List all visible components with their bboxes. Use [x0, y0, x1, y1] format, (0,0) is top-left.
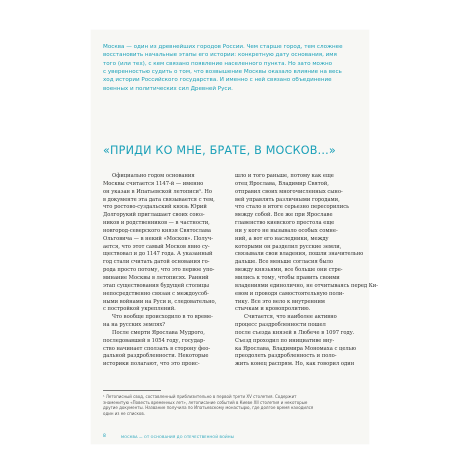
text-line: вей управлять различными городами, [235, 196, 340, 203]
left-column [103, 173, 229, 369]
footnote [103, 394, 361, 416]
text-line: Съезд проходил по инициативе вну- [235, 337, 335, 344]
page-number: 8 [103, 434, 106, 439]
text-line: ни у кого не вызывало особых сомне- [235, 227, 338, 234]
intro-text [103, 43, 361, 93]
text-line: Что вообще происходило в то време- [112, 314, 213, 321]
text-line: которыми он разделил русские земли, [235, 243, 342, 250]
text-line: дальной раздробленности. Некоторые [103, 353, 209, 360]
text-line: тику. Все это вело к внутренним [235, 298, 325, 305]
running-head: МОСКВА — ОТ ОСНОВАНИЯ ДО ОТЕЧЕСТВЕННОЙ ВОЙНЫ [121, 435, 234, 439]
right-column [235, 173, 378, 369]
text-line: новгород-северского князя Святослава [103, 227, 211, 234]
text-line: евом и проводя самостоятельную поли- [235, 290, 345, 297]
text-line: на на русских землях? [103, 322, 166, 329]
intro-line: того (или тех), с кем связано появление населенного пункта. Но зато можно [103, 60, 333, 67]
text-line: шло и того раньше, потому как еще [235, 173, 334, 179]
text-line: отправил своих многочисленных сыно- [235, 188, 343, 195]
text-line: ается, что этот самый Москов явно су- [103, 243, 210, 250]
text-line: преодолеть раздробленность и поло- [235, 353, 337, 360]
text-line: жить конец распрям. Но, как говорил один [235, 361, 355, 368]
text-line: процесс раздробленности пошел [235, 322, 326, 329]
text-line: Официально годом основания [112, 173, 195, 179]
text-line: что ростово-суздальский князь Юрий [103, 204, 207, 211]
text-line: непосредственно связан с междоусоб- [103, 290, 209, 297]
text-line: владениями единолично, не отчитываясь перед Ки- [235, 282, 378, 289]
section-heading: «ПРИДИ КО МНЕ, БРАТЕ, В МОСКОВ...» [103, 144, 336, 157]
footnote-line: ¹ Летописный свод, составленный приблизительно в первой трети XV столетия. Содержит [103, 394, 297, 399]
text-line: ными войнами на Руси и, следовательно, [103, 298, 217, 305]
text-line: с постройкой укреплений. [103, 306, 176, 313]
text-line: отец Ярослава, Владимир Святой, [235, 180, 329, 187]
text-line: после съезда князей в Любече в 1097 году. [235, 329, 355, 336]
text-line: рода просто потому, что это первое упо- [103, 267, 215, 274]
text-line: дальше. Все меньше согласия было [235, 259, 334, 266]
text-line: стычкам и кровопролитию. [235, 306, 311, 313]
text-line: в документе эта дата связывается с тем, [103, 196, 215, 203]
text-line: минание Москвы в летописях. Ранний [103, 274, 209, 281]
text-line: ний, а вот его наследники, между [235, 235, 329, 242]
intro-line: военных и политических сил Древней Руси. [103, 85, 233, 92]
text-line: историки полагают, что это проис- [103, 361, 200, 368]
footnote-line: знаменитую «Повесть временных лет», летописание событий в Киеве XII столетия и некоторые [103, 399, 308, 405]
book-page [91, 30, 378, 444]
text-line: последовавшей в 1054 году, государ- [103, 337, 206, 344]
intro-line: Москва — один из древнейших городов России. Чем старше город, тем сложнее [103, 44, 343, 50]
intro-line: ход истории Российского государства. И именно с ней связано объединение [103, 77, 332, 84]
text-line: между собой. Все же при Ярославе [235, 212, 333, 219]
text-line: ка Ярослава, Владимира Мономаха с целью [235, 345, 357, 352]
text-line: он указан в Ипатьевской летописи¹. Но [103, 188, 213, 195]
text-line: год стали считать датой основания го- [103, 259, 210, 266]
text-line: После смерти Ярослава Мудрого, [112, 329, 205, 336]
text-line: главенство киевского престола еще [235, 220, 335, 227]
intro-line: восстановить начальные этапы его истории: конкретную дату основания, имя [103, 52, 337, 59]
text-line: Считается, что наиболее активно [244, 314, 337, 321]
footnote-line: другие документы. Название получила по Ипатьевскому монастырю, где долгое время находился [103, 405, 314, 411]
footnote-divider [103, 390, 161, 391]
text-line: Москвы считается 1147-й — именно [103, 180, 204, 187]
text-line: Ольговича — в некий «Москов». Получ- [103, 235, 213, 242]
text-line: ществовал и до 1147 года. А указанный [103, 251, 213, 258]
text-line: что стало в итоге серьезно пересорились [235, 204, 349, 211]
text-line: этап существования будущей столицы [103, 282, 210, 289]
intro-line: с уверенностью судить о том, что возвышение Москвы оказало влияние на весь [103, 69, 342, 76]
footnote-line: один из ее списков. [103, 410, 145, 416]
text-line: ство начинает сползать в сторону фео- [103, 345, 211, 352]
text-line: мились к тому, чтобы править своими [235, 274, 340, 281]
text-line: между князьями, все больше они стре- [235, 267, 343, 274]
text-line: связывали свои владения, пошли значительно [235, 251, 364, 258]
text-line: ников и родственников — в частности, [103, 220, 210, 227]
text-line: Долгорукий приглашает своих союз- [103, 212, 205, 219]
